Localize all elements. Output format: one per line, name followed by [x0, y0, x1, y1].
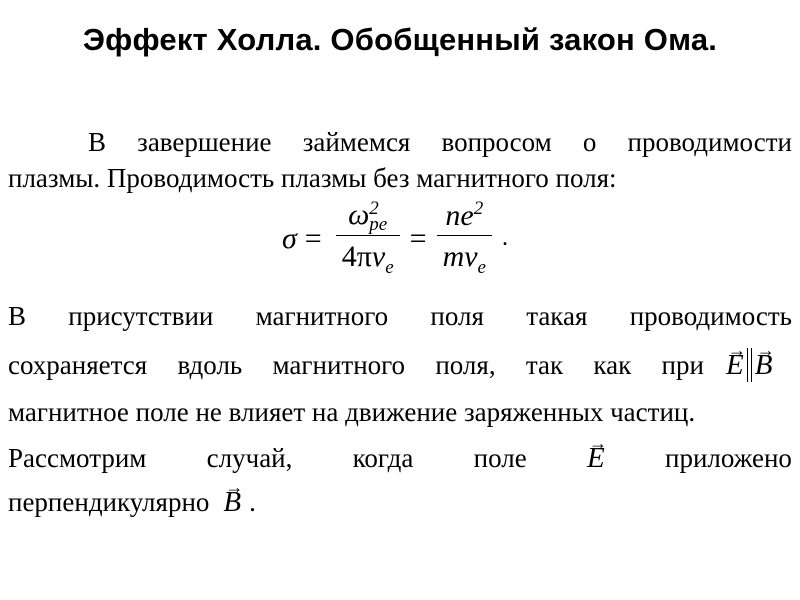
vector-e: → E — [587, 442, 605, 474]
paragraph-2-line-5 — [8, 486, 792, 518]
fraction-numerator: ω 2 pe — [348, 198, 388, 236]
word: приложено — [665, 443, 792, 473]
fraction-numerator: $ne^2$ — [445, 198, 484, 233]
vector-b: → B — [223, 486, 241, 518]
word: займемся — [302, 127, 411, 157]
word: Рассмотрим — [8, 443, 147, 473]
sentence-period: . — [249, 487, 256, 517]
word: такая — [526, 301, 588, 331]
paragraph-1-line-1 — [8, 126, 792, 158]
word: поле — [473, 443, 527, 473]
paragraph-2-line-3: магнитное поле не влияет на движение заряженных частиц. — [8, 397, 696, 427]
word: сохраняется — [8, 350, 148, 380]
paragraph-1-line-2: плазмы. Проводимость плазмы без магнитного поля: — [8, 163, 617, 193]
sigma-symbol: σ — [282, 221, 297, 255]
word: магнитного — [272, 350, 406, 380]
vector-b: → B — [755, 349, 773, 381]
word: вдоль — [177, 350, 243, 380]
word: проводимости — [627, 127, 792, 157]
word: В — [8, 301, 27, 331]
word: проводимость — [629, 301, 792, 331]
equals-sign: = — [409, 221, 427, 255]
word: В — [88, 127, 107, 157]
word: присутствии — [68, 301, 214, 331]
vector-e: → E — [726, 349, 744, 381]
word: поля, — [435, 350, 496, 380]
parallel-symbol — [747, 348, 752, 382]
word: о — [582, 127, 597, 157]
word: так — [525, 350, 564, 380]
word: магнитного — [255, 301, 389, 331]
fraction-denominator: $4\pi\nu_e$ — [336, 235, 400, 279]
word: вопросом — [441, 127, 552, 157]
fraction-density — [437, 198, 492, 279]
paragraph-2-line-4 — [8, 442, 792, 474]
word: случай, — [206, 443, 293, 473]
word: когда — [352, 443, 414, 473]
conductivity-formula — [282, 198, 508, 279]
word: при — [661, 350, 704, 380]
word: поля — [430, 301, 484, 331]
paragraph-2-line-1 — [8, 300, 792, 332]
page-title: Эффект Холла. Обобщенный закон Ома. — [82, 22, 718, 57]
formula-period: . — [501, 225, 508, 252]
paragraph-2-line-2 — [8, 348, 792, 382]
word: как — [593, 350, 632, 380]
fraction-plasma-frequency — [336, 198, 400, 279]
equals-sign: = — [304, 221, 322, 255]
fraction-denominator: $m\nu_e$ — [437, 235, 492, 279]
word: перпендикулярно — [8, 487, 210, 517]
word: завершение — [137, 127, 272, 157]
parallel-vectors-expression — [726, 348, 772, 382]
